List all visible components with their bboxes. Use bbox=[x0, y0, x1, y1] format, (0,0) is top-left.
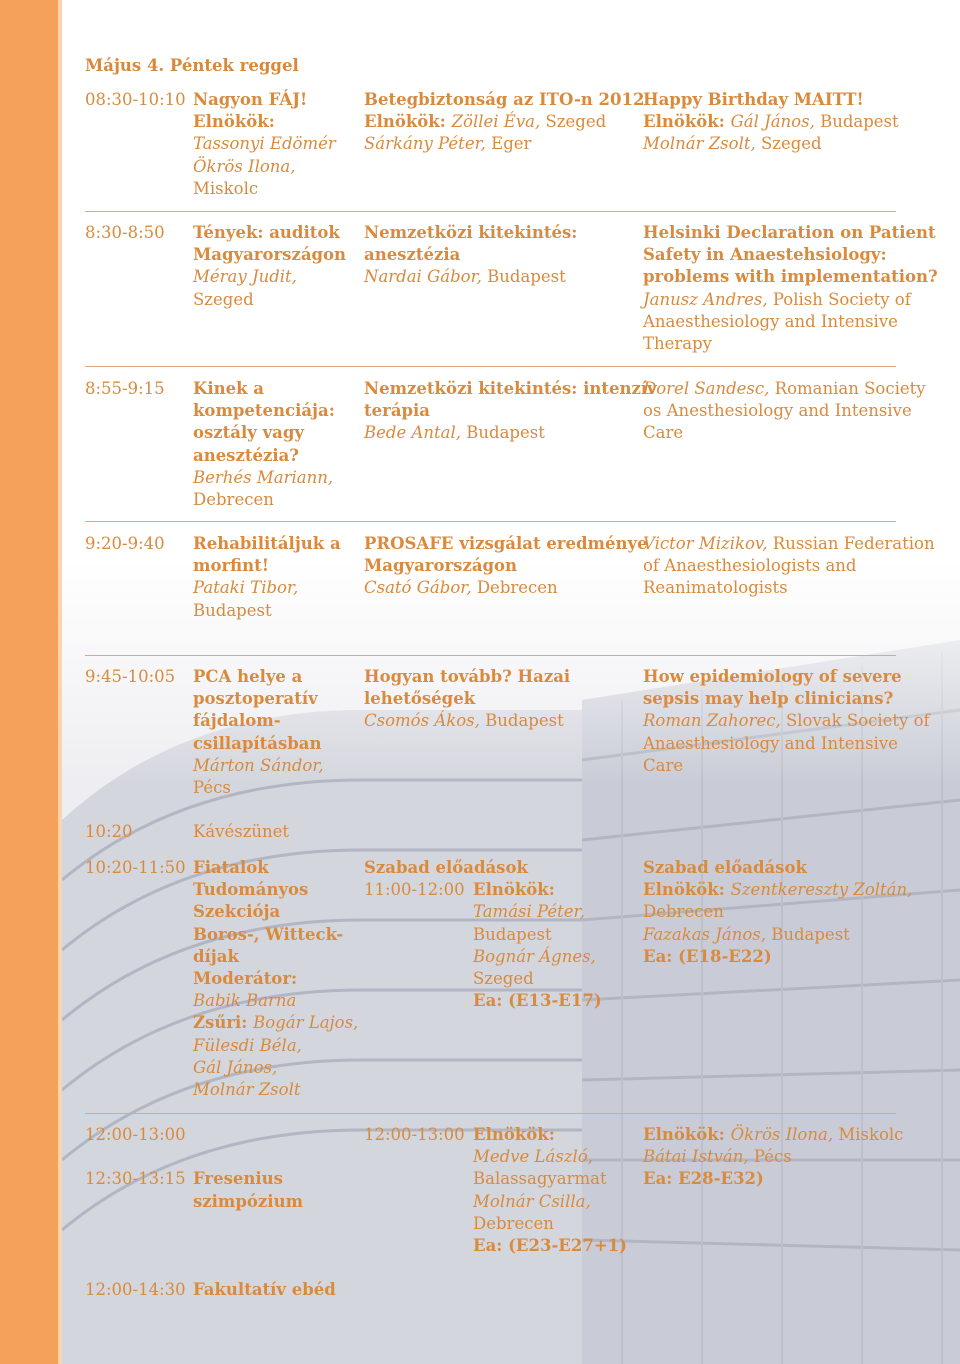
time-label bbox=[85, 1146, 191, 1168]
time-slot bbox=[85, 378, 191, 400]
time-slot bbox=[85, 821, 191, 843]
session-line: Molnár Zsolt bbox=[193, 1080, 301, 1100]
sub-session-text: Ea: (E23-E27+1) bbox=[473, 1235, 627, 1255]
time-label: 9:45-10:05 bbox=[85, 667, 176, 686]
text-run: Russian Federation bbox=[772, 534, 935, 553]
text-run: Polish Society of bbox=[772, 289, 911, 309]
session-line: Nemzetközi kitekintés: bbox=[364, 223, 578, 242]
session-line: Care bbox=[643, 755, 684, 775]
sub-session-time: 11:00-12:00 bbox=[364, 880, 465, 900]
session-line: Fülesdi Béla, bbox=[193, 1035, 302, 1055]
session-line: Anaesthesiology and Intensive bbox=[643, 733, 898, 753]
session-line: szimpózium bbox=[193, 1191, 304, 1211]
session-line: Betegbiztonság az ITO-n 2012 bbox=[364, 90, 645, 109]
sub-session-line bbox=[364, 1168, 634, 1190]
session-line: Magyarországon bbox=[193, 245, 347, 265]
row-divider bbox=[85, 211, 896, 212]
session-line bbox=[643, 378, 926, 400]
session-line bbox=[643, 289, 913, 311]
time-label: 12:00-14:30 bbox=[85, 1280, 186, 1299]
sub-session-text: Medve László, bbox=[473, 1147, 593, 1167]
session-line: anesztézia? bbox=[193, 445, 299, 465]
time-label: 08:30-10:10 bbox=[85, 90, 186, 109]
text-run: Szeged bbox=[760, 134, 822, 154]
time-slot bbox=[85, 1124, 191, 1191]
sub-session-line bbox=[364, 879, 634, 901]
session-local bbox=[193, 89, 355, 200]
session-line bbox=[643, 1124, 913, 1146]
text-run: Victor Mizikov, bbox=[643, 534, 773, 553]
sub-session-line bbox=[364, 924, 634, 946]
session-line: Reanimatologists bbox=[643, 578, 788, 598]
session-title: Szabad előadások bbox=[364, 858, 528, 877]
session-line: Safety in Anaestehsiology: bbox=[643, 245, 887, 265]
session-line: os Anesthesiology and Intensive bbox=[643, 401, 912, 421]
text-run: Budapest bbox=[820, 112, 899, 132]
session-line bbox=[364, 710, 634, 732]
session-line: Fakultatív ebéd bbox=[193, 1280, 336, 1299]
session-line bbox=[364, 422, 634, 444]
session-line bbox=[643, 879, 913, 901]
session-line: problems with implementation? bbox=[643, 267, 938, 287]
row-divider bbox=[85, 366, 896, 367]
session-line: Care bbox=[643, 423, 684, 443]
text-run: Bede Antal, bbox=[364, 423, 467, 443]
sub-session-text: Ea: (E13-E17) bbox=[473, 991, 602, 1011]
row-divider bbox=[85, 521, 896, 522]
session-line: Hogyan tovább? Hazai bbox=[364, 667, 571, 686]
session-line: Méray Judit, bbox=[193, 267, 297, 287]
session-line: Tassonyi Edömér bbox=[193, 134, 336, 154]
row-divider bbox=[85, 1113, 896, 1114]
session-line: Szeged bbox=[193, 289, 254, 309]
session-line: Tények: auditok bbox=[193, 223, 340, 242]
text-run: Nardai Gábor, bbox=[364, 267, 488, 287]
session-line bbox=[643, 924, 913, 946]
text-run: Elnökök: bbox=[364, 112, 452, 132]
sub-session-text: Szeged bbox=[473, 968, 534, 988]
session-local bbox=[193, 1124, 355, 1213]
session-line: Elnökök: bbox=[193, 112, 275, 132]
text-run: Miskolc bbox=[838, 1125, 904, 1144]
session-main bbox=[364, 533, 648, 600]
session-local bbox=[193, 222, 355, 311]
time-label: 8:30-8:50 bbox=[85, 223, 165, 242]
text-run: Janusz Andres, bbox=[643, 289, 773, 309]
time-slot bbox=[85, 1279, 191, 1301]
session-line bbox=[193, 1124, 355, 1146]
text-run: Szentkereszty Zoltán, bbox=[730, 880, 913, 900]
session-local bbox=[193, 1279, 355, 1301]
sub-session-line bbox=[364, 1235, 634, 1257]
text-run: Zöllei Éva, bbox=[451, 112, 546, 132]
session-line: Pécs bbox=[193, 778, 231, 798]
session-international bbox=[643, 222, 938, 355]
session-line: morfint! bbox=[193, 556, 270, 576]
text-run: Bátai István, bbox=[643, 1147, 754, 1167]
session-line: Helsinki Declaration on Patient bbox=[643, 223, 936, 242]
session-line: Fiatalok bbox=[193, 858, 269, 877]
text-run: Gál János, bbox=[730, 112, 821, 132]
time-slot bbox=[85, 533, 191, 555]
session-line: Ea: E28-E32) bbox=[643, 1169, 764, 1189]
session-line bbox=[364, 577, 634, 599]
session-local bbox=[193, 378, 355, 511]
session-line bbox=[643, 533, 935, 555]
session-line: Gál János, bbox=[193, 1057, 278, 1077]
session-line: of Anaesthesiologists and bbox=[643, 556, 857, 576]
session-line: csillapításban bbox=[193, 733, 322, 753]
session-line: anesztézia bbox=[364, 245, 461, 265]
sub-session-text: Balassagyarmat bbox=[473, 1169, 607, 1189]
session-line: Ökrös Ilona, bbox=[193, 156, 296, 176]
time-slot bbox=[85, 222, 191, 244]
text-run: Budapest bbox=[485, 711, 564, 731]
session-local bbox=[193, 821, 355, 843]
sub-session-text: Bognár Ágnes, bbox=[473, 946, 596, 966]
text-run: Fazakas János, bbox=[643, 924, 772, 944]
session-line: Márton Sándor, bbox=[193, 755, 324, 775]
sub-session-text: Elnökök: bbox=[473, 1125, 555, 1144]
session-line: Tudományos bbox=[193, 880, 309, 900]
session-line: Kávészünet bbox=[193, 822, 290, 841]
session-line: Happy Birthday MAITT! bbox=[643, 90, 864, 109]
text-run: Sárkány Péter, bbox=[364, 134, 492, 154]
session-line bbox=[643, 1146, 913, 1168]
session-line: Szekciója bbox=[193, 902, 281, 922]
page-heading: Május 4. Péntek reggel bbox=[85, 56, 299, 75]
time-label: 10:20-11:50 bbox=[85, 858, 186, 877]
session-line: Nemzetközi kitekintés: intenzív bbox=[364, 379, 657, 398]
session-line: Ea: (E18-E22) bbox=[643, 946, 772, 966]
sub-session-line bbox=[364, 968, 634, 990]
session-line: Rehabilitáljuk a bbox=[193, 534, 341, 553]
time-label: 8:55-9:15 bbox=[85, 379, 165, 398]
text-run: Budapest bbox=[487, 267, 566, 287]
session-line: terápia bbox=[364, 401, 430, 421]
session-line: Berhés Mariann, bbox=[193, 467, 334, 487]
text-run: Molnár Zsolt, bbox=[643, 134, 761, 154]
text-run: Roman Zahorec, bbox=[643, 711, 786, 731]
sub-session-line bbox=[364, 1124, 634, 1146]
session-line: PCA helye a bbox=[193, 667, 303, 686]
session-line bbox=[193, 1012, 359, 1034]
text-run: Slovak Society of bbox=[785, 711, 930, 731]
session-main bbox=[364, 222, 634, 289]
session-international bbox=[643, 89, 913, 156]
row-divider bbox=[85, 655, 896, 656]
session-line: Moderátor: bbox=[193, 969, 298, 989]
time-label: 12:00-13:00 bbox=[85, 1125, 186, 1144]
text-run: Pécs bbox=[753, 1147, 792, 1167]
session-line: lehetőségek bbox=[364, 689, 476, 709]
text-run: Eger bbox=[491, 134, 532, 154]
text-run: Zsűri: bbox=[193, 1013, 254, 1033]
session-main bbox=[364, 89, 645, 156]
sub-session-line bbox=[364, 990, 634, 1012]
session-line: Pataki Tibor, bbox=[193, 578, 299, 598]
sub-session-text: Elnökök: bbox=[473, 880, 555, 900]
session-line bbox=[364, 111, 634, 133]
time-slot bbox=[85, 857, 191, 879]
session-line: PROSAFE vizsgálat eredménye bbox=[364, 534, 648, 553]
session-line bbox=[643, 111, 913, 133]
session-line bbox=[643, 710, 930, 732]
session-line bbox=[193, 1146, 355, 1168]
session-international bbox=[643, 533, 935, 600]
session-main bbox=[364, 378, 657, 445]
sub-session-text: Budapest bbox=[473, 924, 552, 944]
time-label: 12:30-13:15 bbox=[85, 1169, 186, 1189]
session-line: Boros-, Witteck- bbox=[193, 924, 344, 944]
sub-session-line bbox=[364, 1146, 634, 1168]
time-label: 10:20 bbox=[85, 822, 133, 841]
text-run: Budapest bbox=[771, 924, 850, 944]
session-international bbox=[643, 666, 930, 777]
session-line: Kinek a bbox=[193, 379, 264, 398]
session-main bbox=[364, 857, 634, 1012]
session-line: How epidemiology of severe bbox=[643, 667, 902, 686]
session-international bbox=[643, 1124, 913, 1191]
session-main bbox=[364, 1124, 634, 1257]
session-line: Anaesthesiology and Intensive bbox=[643, 311, 898, 331]
session-line: posztoperatív bbox=[193, 689, 318, 709]
session-line: Szabad előadások bbox=[643, 858, 807, 877]
session-line: fájdalom- bbox=[193, 711, 281, 731]
session-international bbox=[643, 857, 913, 968]
time-slot bbox=[85, 89, 191, 111]
session-international bbox=[643, 378, 926, 445]
session-line: Therapy bbox=[643, 334, 713, 354]
session-local bbox=[193, 857, 359, 1101]
text-run: Elnökök: bbox=[643, 1125, 731, 1144]
text-run: Romanian Society bbox=[774, 379, 926, 398]
time-label: 9:20-9:40 bbox=[85, 534, 165, 553]
time-slot bbox=[85, 666, 191, 688]
text-run: Budapest bbox=[466, 423, 545, 443]
text-run: Debrecen bbox=[476, 578, 558, 598]
session-line bbox=[643, 133, 913, 155]
session-line: díjak bbox=[193, 946, 239, 966]
sub-session-line bbox=[364, 901, 634, 923]
text-run: Szeged bbox=[545, 112, 607, 132]
session-local bbox=[193, 666, 355, 799]
session-line: kompetenciája: bbox=[193, 401, 335, 421]
session-local bbox=[193, 533, 355, 622]
sub-session-text: Debrecen bbox=[473, 1213, 554, 1233]
session-line bbox=[364, 266, 634, 288]
session-line bbox=[364, 133, 634, 155]
sub-session-text: Molnár Csilla, bbox=[473, 1191, 591, 1211]
text-run: Csató Gábor, bbox=[364, 578, 477, 598]
text-run: Elnökök: bbox=[643, 112, 731, 132]
session-line: Miskolc bbox=[193, 178, 259, 198]
session-line: osztály vagy bbox=[193, 423, 304, 443]
session-line: Fresenius bbox=[193, 1169, 283, 1189]
sub-session-line bbox=[364, 1191, 634, 1213]
text-run: Elnökök: bbox=[643, 880, 731, 900]
session-line: Debrecen bbox=[643, 902, 724, 922]
session-line: sepsis may help clinicians? bbox=[643, 689, 894, 709]
session-line: Debrecen bbox=[193, 490, 274, 510]
session-main bbox=[364, 666, 634, 733]
sub-session-line bbox=[364, 1213, 634, 1235]
text-run: Bogár Lajos, bbox=[253, 1013, 359, 1033]
sub-session-line bbox=[364, 946, 634, 968]
session-line: Magyarországon bbox=[364, 556, 518, 576]
sub-session-time: 12:00-13:00 bbox=[364, 1125, 465, 1144]
text-run: Csomós Ákos, bbox=[364, 711, 486, 731]
sub-session-text: Tamási Péter, bbox=[473, 902, 585, 922]
text-run: Ökrös Ilona, bbox=[730, 1125, 839, 1144]
session-line: Budapest bbox=[193, 600, 272, 620]
session-line: Babik Barna bbox=[193, 991, 297, 1011]
text-run: Dorel Sandesc, bbox=[643, 379, 775, 398]
session-line: Nagyon FÁJ! bbox=[193, 90, 308, 109]
